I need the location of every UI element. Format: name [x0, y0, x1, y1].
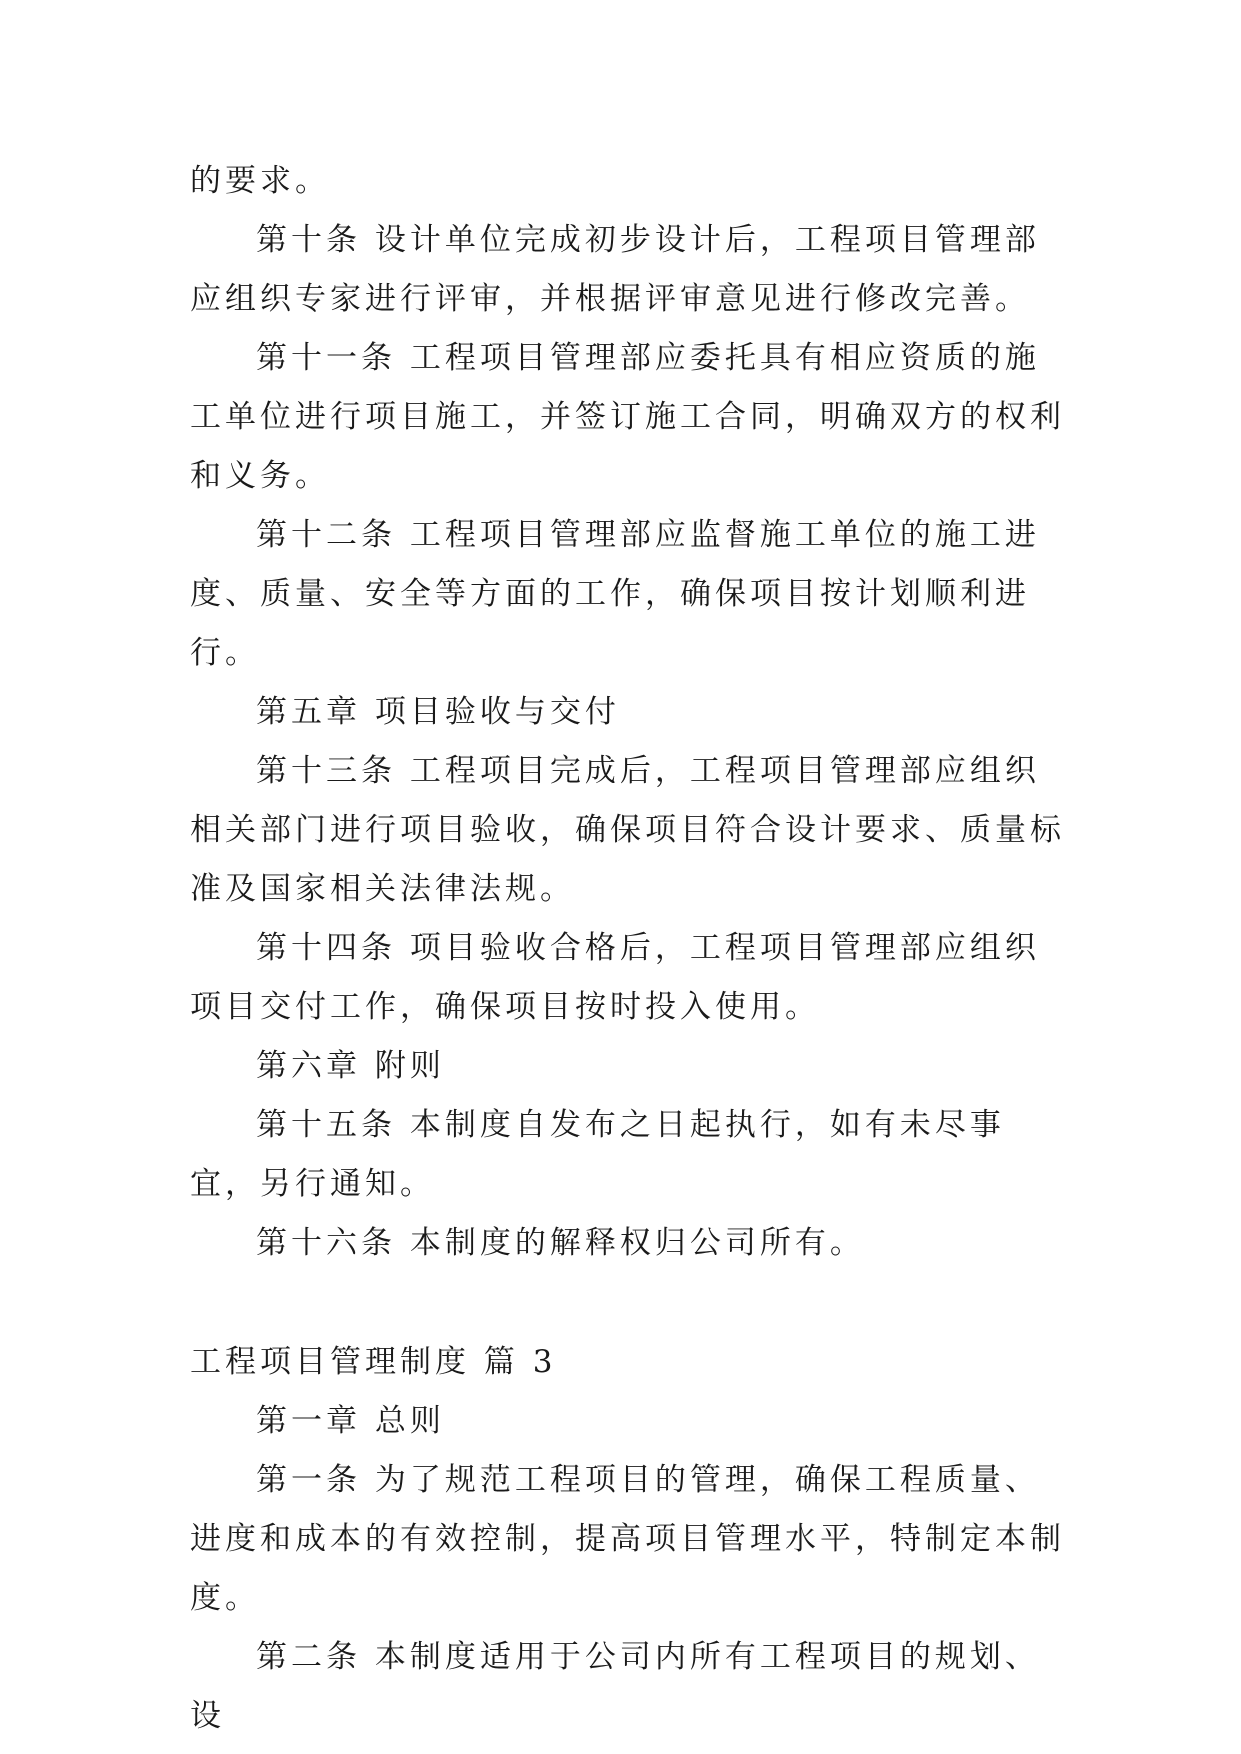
- article-15: 第十五条 本制度自发布之日起执行，如有未尽事宜，另行通知。: [190, 1107, 1005, 1202]
- article-11: 第十一条 工程项目管理部应委托具有相应资质的施工单位进行项目施工，并签订施工合同，明确双方的权利和义务。: [190, 340, 1065, 494]
- chapter-1-heading: 第一章 总则: [256, 1403, 445, 1439]
- chapter-6-heading: 第六章 附则: [256, 1048, 445, 1084]
- article-2: 第二条 本制度适用于公司内所有工程项目的规划、设: [190, 1639, 1040, 1734]
- article-14: 第十四条 项目验收合格后，工程项目管理部应组织项目交付工作，确保项目按时投入使用。: [190, 930, 1040, 1025]
- article-16: 第十六条 本制度的解释权归公司所有。: [256, 1225, 865, 1261]
- document-body: [190, 152, 1070, 1746]
- article-10: 第十条 设计单位完成初步设计后，工程项目管理部应组织专家进行评审，并根据评审意见进行修改完善。: [190, 222, 1040, 317]
- paragraph-continuation: 的要求。: [190, 163, 330, 199]
- section-title: 工程项目管理制度 篇 3: [190, 1344, 557, 1380]
- article-1: 第一条 为了规范工程项目的管理，确保工程质量、进度和成本的有效控制，提高项目管理水平，特制定本制度。: [190, 1462, 1065, 1616]
- section-gap: [190, 1273, 1070, 1333]
- article-12: 第十二条 工程项目管理部应监督施工单位的施工进度、质量、安全等方面的工作，确保项目按计划顺利进行。: [190, 517, 1040, 671]
- article-13: 第十三条 工程项目完成后，工程项目管理部应组织相关部门进行项目验收，确保项目符合设计要求、质量标准及国家相关法律法规。: [190, 753, 1065, 907]
- chapter-5-heading: 第五章 项目验收与交付: [256, 694, 620, 730]
